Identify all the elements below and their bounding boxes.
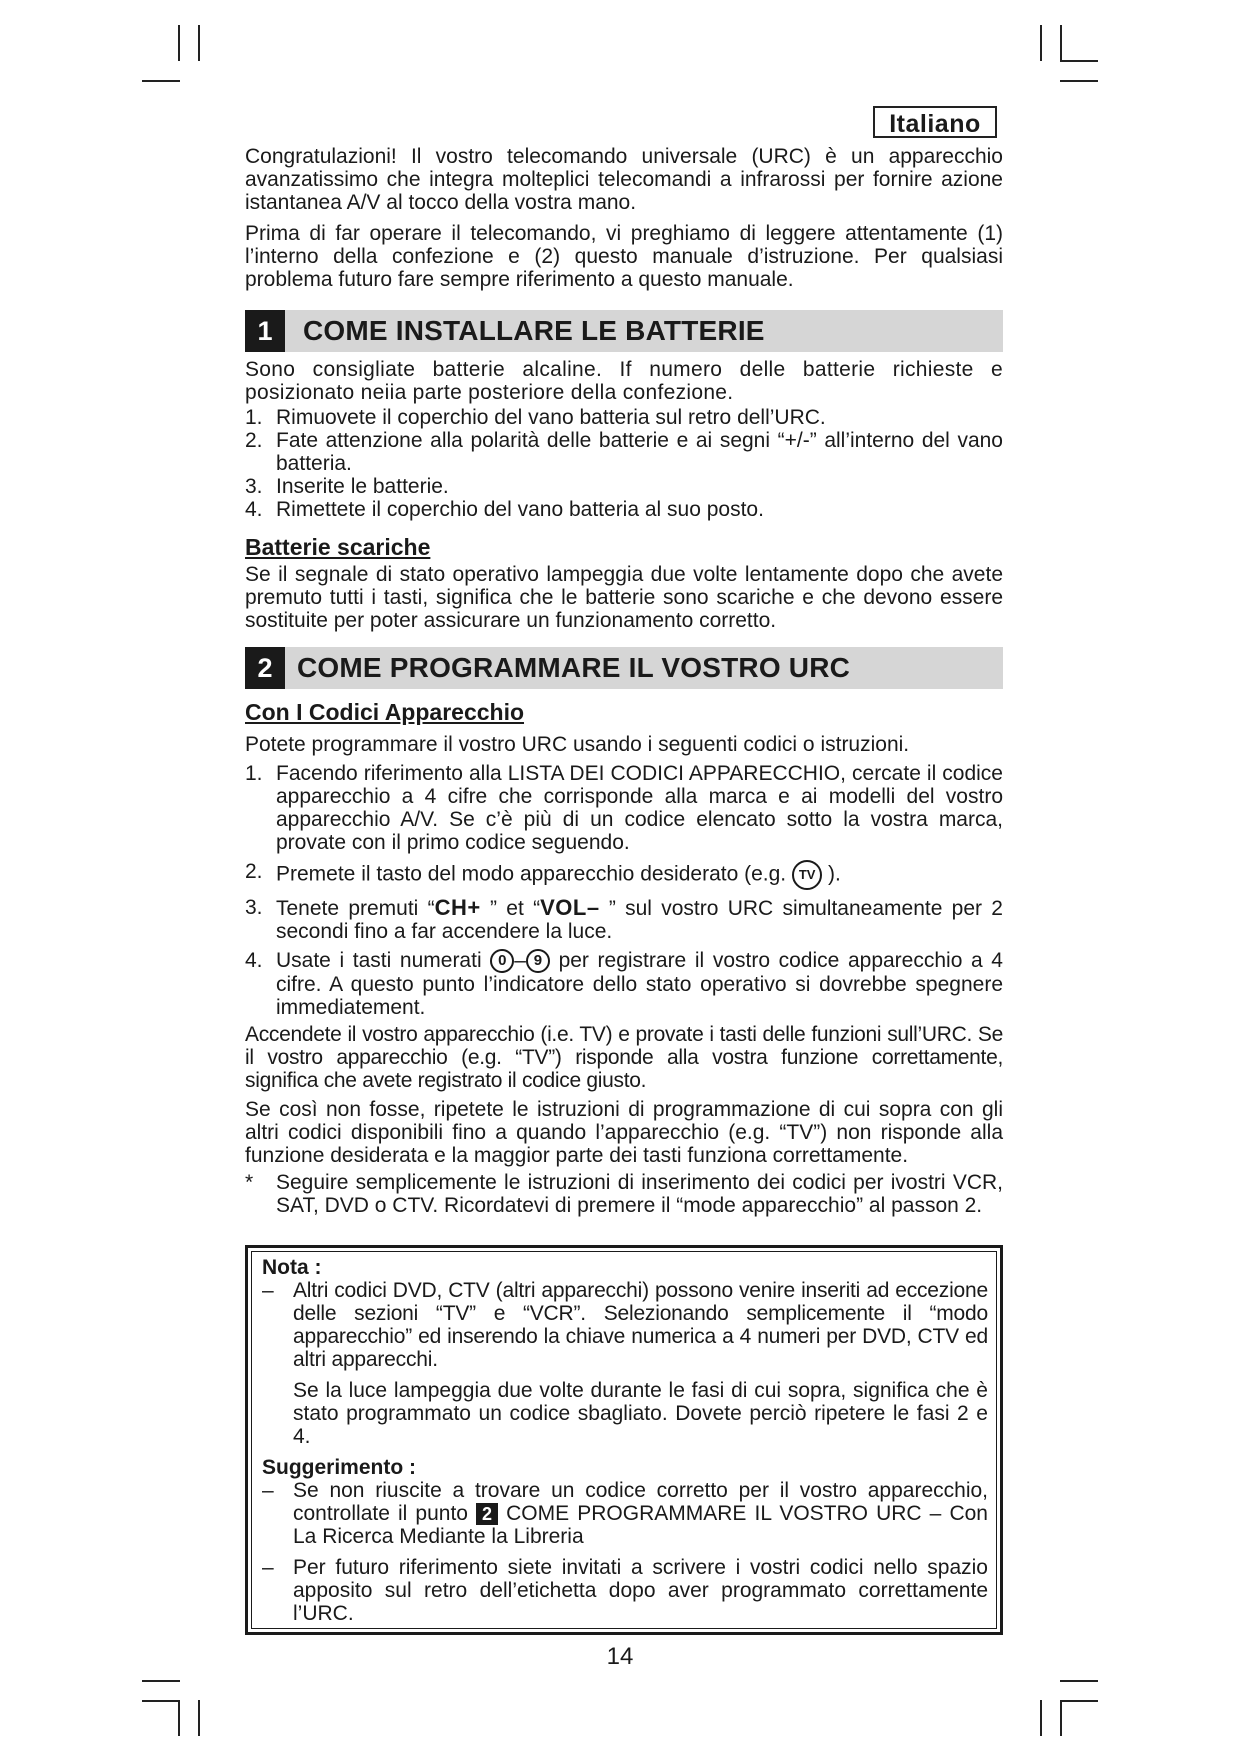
note-content xyxy=(262,1256,988,1625)
intro-paragraph: Prima di far operare il telecomando, vi preghiamo di leggere attentamente (1) l’interno della confezione e (2) questo manuale d’istruzione. Per qualsiasi problema futuro fare sempre riferimento a questo manuale. xyxy=(245,222,1003,291)
list-item-text: ). xyxy=(827,862,841,886)
list-item-text: Premete il tasto del modo apparecchio desiderato (e.g. xyxy=(276,862,787,886)
list-marker: 3. xyxy=(245,475,263,498)
subsection-title: Batterie scariche xyxy=(245,534,431,560)
list-item xyxy=(245,498,1003,521)
body-paragraph: Accendete il vostro apparecchio (i.e. TV) e provate i tasti delle funzioni sull’URC. Se il vostro apparecchio (e.g. “TV”) risponde alla vostra funzione correttamente, significa che avete registrato il codice giusto. xyxy=(245,1023,1003,1093)
list-marker: 4. xyxy=(245,498,263,521)
section-2-body xyxy=(245,697,1003,1217)
page-number: 14 xyxy=(606,1643,634,1670)
list-marker: 3. xyxy=(245,896,263,919)
note-item xyxy=(262,1279,988,1371)
list-item-text: per registrare il vostro codice apparecchio a 4 cifre. A questo punto l’indicatore dello stato operativo si dovrebbe spegnere immediatement. xyxy=(276,949,1003,1020)
note-box xyxy=(245,1245,1003,1635)
lead-paragraph: Sono consigliate batterie alcaline. If numero delle batterie richieste e posizionato neiia parte posteriore della confezione. xyxy=(245,358,1003,404)
list-item-text: Rimettete il coperchio del vano batteria al suo posto. xyxy=(276,498,764,521)
language-label: Italiano xyxy=(873,106,997,138)
intro xyxy=(245,145,1003,291)
section-reference-badge: 2 xyxy=(476,1503,498,1525)
note-item-continued xyxy=(262,1379,988,1448)
number-0-button-icon: 0 xyxy=(490,949,514,973)
ch-plus-key-label: CH+ xyxy=(434,895,481,920)
crop-mark xyxy=(1060,1700,1098,1702)
list-item xyxy=(245,475,1003,498)
asterisk-marker: * xyxy=(245,1171,254,1195)
tip-item xyxy=(262,1556,988,1625)
list-marker: 1. xyxy=(245,762,263,785)
crop-mark xyxy=(1060,1680,1098,1682)
list-item-text: Inserite le batterie. xyxy=(276,475,449,498)
list-item-text: Fate attenzione alla polarità delle batterie e ai segni “+/-” all’interno del vano batteria. xyxy=(276,429,1003,475)
footnote-text: Seguire semplicemente le istruzioni di inserimento dei codici per ivostri VCR, SAT, DVD o CTV. Ricordatevi di premere il “mode apparecchio” al passon 2. xyxy=(276,1171,1003,1218)
crop-mark xyxy=(1060,80,1098,82)
list-item-text: Rimuovete il coperchio del vano batteria sul retro dell’URC. xyxy=(276,406,826,429)
tip-item-text: Per futuro riferimento siete invitati a scrivere i vostri codici nello spazio apposito sul retro dell’etichetta dopo aver programmato correttamente l’URC. xyxy=(293,1556,988,1625)
range-dash: – xyxy=(514,949,526,972)
crop-mark xyxy=(1060,25,1062,61)
crop-mark xyxy=(198,1700,200,1736)
list-marker: 4. xyxy=(245,949,263,972)
crop-mark xyxy=(198,25,200,61)
section-header xyxy=(245,647,1003,689)
list-item xyxy=(245,860,1003,890)
tip-item-text: COME PROGRAMMARE IL VOSTRO URC – Con La Ricerca Mediante la Libreria xyxy=(293,1502,988,1548)
tip-heading: Suggerimento : xyxy=(262,1456,417,1479)
dash-marker: – xyxy=(262,1556,274,1579)
section-number: 2 xyxy=(245,647,285,689)
section-title: COME PROGRAMMARE IL VOSTRO URC xyxy=(297,652,851,683)
crop-mark xyxy=(142,1700,180,1702)
crop-mark xyxy=(178,25,180,61)
list-item xyxy=(245,406,1003,429)
crop-mark xyxy=(1040,25,1042,61)
subsection-paragraph: Se il segnale di stato operativo lampeggia due volte lentamente dopo che avete premuto tutti i tasti, significa che le batterie sono scariche e che devono essere sostituite per poter assicurare un funzionamento corretto. xyxy=(245,563,1003,632)
lead-paragraph: Potete programmare il vostro URC usando i seguenti codici o istruzioni. xyxy=(245,733,910,756)
body-paragraph: Se così non fosse, ripetete le istruzioni di programmazione di cui sopra con gli altri codici disponibili fino a quando l’apparecchio (e.g. “TV”) non risponde alla funzione desiderata e la maggior parte dei tasti funziona correttamente. xyxy=(245,1098,1003,1168)
list-item-text: ” et “ xyxy=(490,897,541,920)
note-item-text: Altri codici DVD, CTV (altri apparecchi) possono venire inseriti ad eccezione delle sezioni “TV” e “VCR”. Selezionando semplicemente il “modo apparecchio” ed inserendo la chiave numerica a 4 numeri per DVD, CTV ed altri apparecchi. xyxy=(293,1279,988,1371)
steps-list xyxy=(245,406,1003,521)
section-number: 1 xyxy=(245,310,285,352)
crop-mark xyxy=(178,1700,180,1736)
section-title: COME INSTALLARE LE BATTERIE xyxy=(303,315,765,346)
list-item-text: ” sul vostro URC simultaneamente per 2 secondi fino a far accendere la luce. xyxy=(276,897,1003,943)
crop-mark xyxy=(142,80,180,82)
list-item-text: Facendo riferimento alla LISTA DEI CODICI APPARECCHIO, cercate il codice apparecchio a 4 cifre che corrisponde alla marca e ai modelli del vostro apparecchio A/V. Se c’è più di un codice elencato sotto la vostra marca, provate con il primo codice seguendo. xyxy=(276,762,1003,854)
note-item-text: Se la luce lampeggia due volte durante le fasi di cui sopra, significa che è stato programmato un codice sbagliato. Dovete perciò ripetere le fasi 2 e 4. xyxy=(293,1379,988,1448)
list-item xyxy=(245,949,1003,1019)
intro-paragraph: Congratulazioni! Il vostro telecomando universale (URC) è un apparecchio avanzatissimo che integra molteplici telecomandi a infrarossi per fornire azione istantanea A/V al tocco della vostra mano. xyxy=(245,145,1003,214)
footnote-item xyxy=(245,1171,1003,1217)
section-header xyxy=(245,310,1003,352)
dash-marker: – xyxy=(262,1479,274,1502)
tv-button-icon: TV xyxy=(792,860,822,890)
list-item xyxy=(245,896,1003,943)
tip-item-text: Se non riuscite a trovare un codice corretto per il vostro apparecchio, controllate il punto xyxy=(293,1479,988,1525)
list-marker: 2. xyxy=(245,429,263,452)
note-heading: Nota : xyxy=(262,1256,322,1279)
crop-mark xyxy=(142,1680,180,1682)
crop-mark xyxy=(1040,1700,1042,1736)
list-item-text: Tenete premuti “ xyxy=(276,897,435,920)
crop-mark xyxy=(1060,60,1098,62)
steps-list xyxy=(245,762,1003,1019)
crop-mark xyxy=(1060,1700,1062,1736)
number-9-button-icon: 9 xyxy=(526,949,550,973)
vol-minus-key-label: VOL– xyxy=(540,895,600,920)
dash-marker: – xyxy=(262,1279,274,1302)
list-marker: 2. xyxy=(245,860,263,883)
list-marker: 1. xyxy=(245,406,263,429)
subsection-title: Con I Codici Apparecchio xyxy=(245,699,525,725)
list-item xyxy=(245,762,1003,854)
list-item xyxy=(245,429,1003,475)
list-item-text: Usate i tasti numerati xyxy=(276,949,482,972)
tip-item xyxy=(262,1479,988,1548)
section-1-body xyxy=(245,358,1003,632)
